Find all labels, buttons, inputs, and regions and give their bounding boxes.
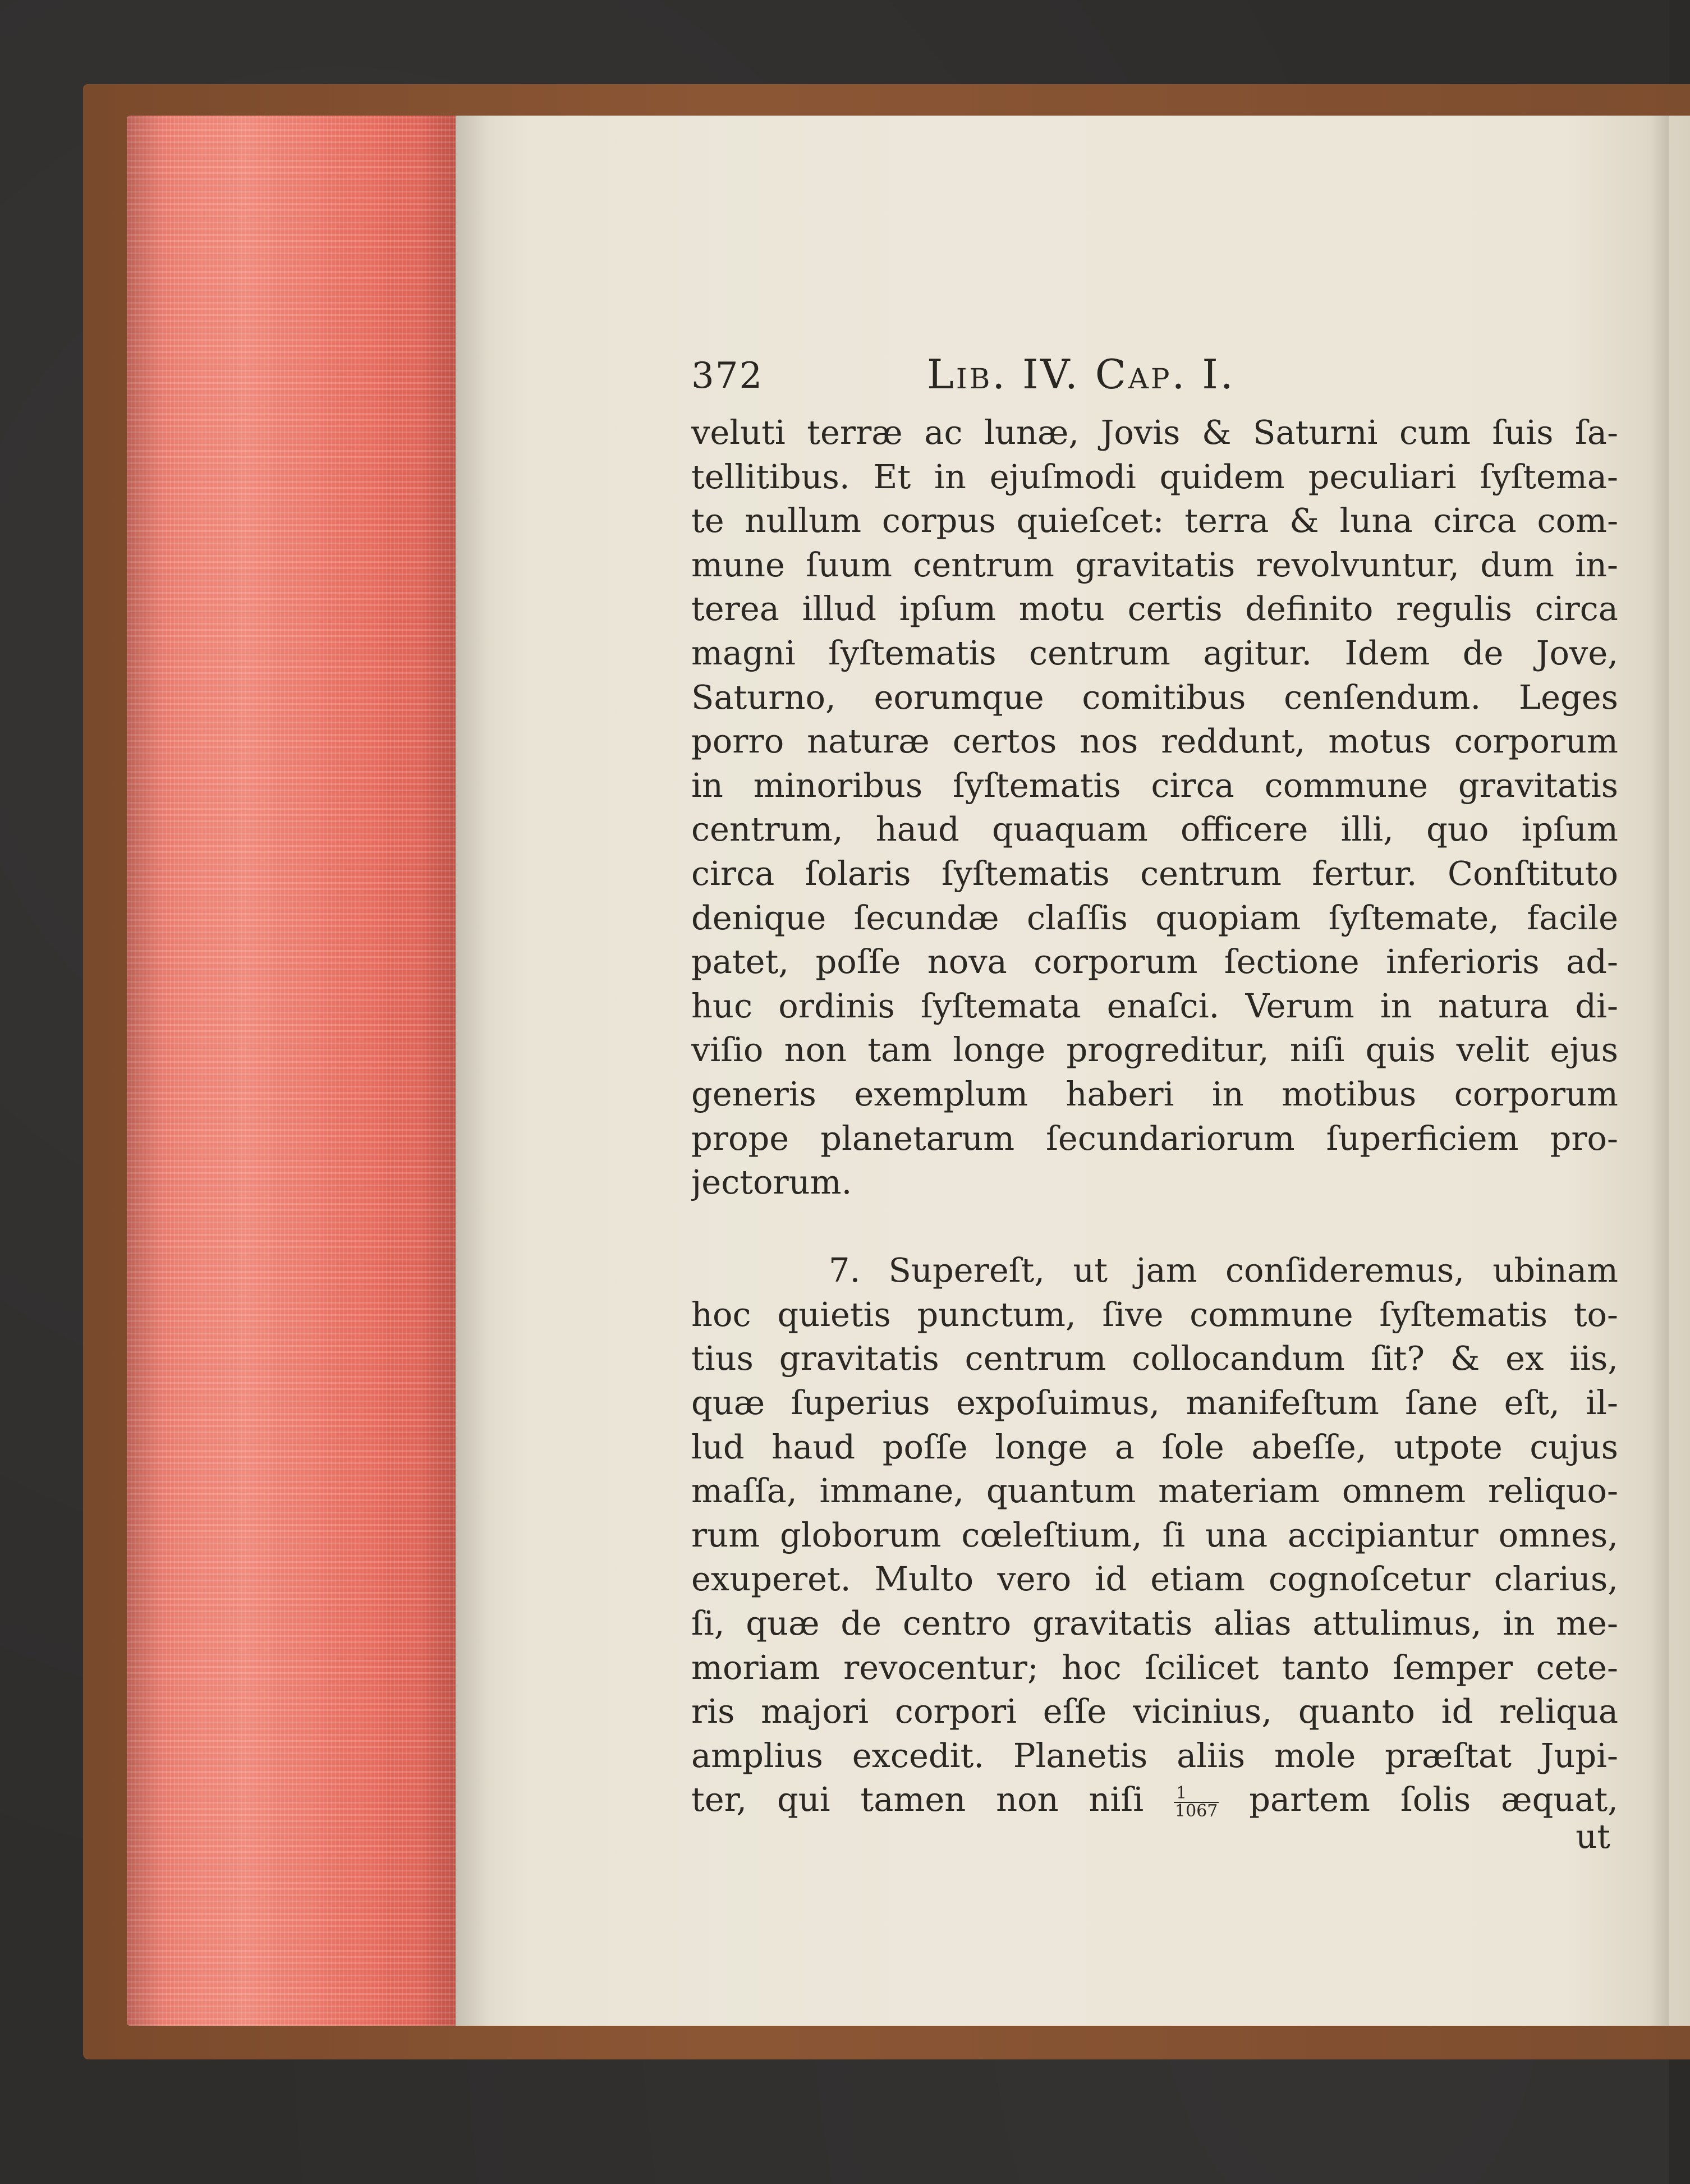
page-gutter-shadow [456,116,489,2026]
text-line: hoc quietis punctum, ſive commune ſyſtematis to- [691,1295,1618,1334]
text-line: maſſa, immane, quantum materiam omnem reliquo- [691,1471,1618,1511]
text-line: tius gravitatis centrum collocandum ſit? & ex iis, [691,1339,1618,1378]
text-line: magni ſyſtematis centrum agitur. Idem de Jove, [691,633,1618,672]
text-line: generis exemplum haberi in motibus corporum [691,1074,1618,1113]
text-block [691,411,1618,1822]
text-fragment: ter, qui tamen non niſi [691,1780,1144,1819]
text-line: patet, poſſe nova corporum ſectione inferioris ad- [691,942,1618,981]
text-line: viſio non tam longe progreditur, niſi quis velit ejus [691,1030,1618,1070]
text-line: huc ordinis ſyſtemata enaſci. Verum in natura di- [691,986,1618,1025]
text-line: amplius excedit. Planetis aliis mole præſtat Jupi- [691,1736,1618,1775]
text-line: exuperet. Multo vero id etiam cognoſcetur clarius, [691,1559,1618,1599]
page-number: 372 [691,355,764,397]
text-line: quæ ſuperius expoſuimus, manifeſtum ſane eſt, il- [691,1383,1618,1423]
text-line: circa ſolaris ſyſtematis centrum fertur. Conſtituto [691,854,1618,893]
text-line: mune ſuum centrum gravitatis revolvuntur, dum in- [691,545,1618,584]
text-fragment: partem ſolis æquat, [1249,1780,1618,1819]
text-line: Saturno, eorumque comitibus cenſendum. Leges [691,677,1618,717]
text-line: denique ſecundæ claſſis quopiam ſyſtemate, facile [691,898,1618,937]
paragraph-gap [691,1205,1618,1249]
fraction [1174,1785,1219,1820]
catchword: ut [1576,1817,1610,1856]
text-line: jectorum. [691,1163,852,1202]
text-line: terea illud ipſum motu certis definito regulis circa [691,589,1618,628]
page-edges-shading [127,116,458,2026]
text-line: in minoribus ſyſtematis circa commune gravitatis [691,765,1618,805]
text-line-with-fraction [691,1778,1618,1822]
text-line: lud haud poſſe longe a ſole abeſſe, utpote cujus [691,1427,1618,1466]
text-line: ris majori corpori eſſe vicinius, quanto id reliqua [691,1692,1618,1731]
text-line: tellitibus. Et in ejuſmodi quidem peculiari ſyſtema- [691,457,1618,496]
text-line: rum globorum cœleſtium, ſi una accipiantur omnes, [691,1515,1618,1554]
text-line: ſi, quæ de centro gravitatis alias attulimus, in me- [691,1604,1618,1643]
page-right-edge-shadow [1650,116,1669,2026]
running-head: Lib. IV. Cap. I. [927,351,1236,398]
text-line: moriam revocentur; hoc ſcilicet tanto ſemper cete- [691,1648,1618,1687]
text-line: veluti terræ ac lunæ, Jovis & Saturni cum ſuis ſa- [691,413,1618,452]
text-line: porro naturæ certos nos reddunt, motus corporum [691,722,1618,761]
text-line: prope planetarum ſecundariorum ſuperficiem pro- [691,1118,1618,1158]
text-line: 7. Supereſt, ut jam conſideremus, ubinam [829,1251,1618,1290]
text-line: te nullum corpus quieſcet: terra & luna circa com- [691,501,1618,540]
page-header [691,351,1617,401]
fraction-numerator: 1 [1174,1785,1219,1803]
text-line: centrum, haud quaquam officere illi, quo ipſum [691,810,1618,849]
fraction-denominator: 1067 [1175,1801,1218,1821]
